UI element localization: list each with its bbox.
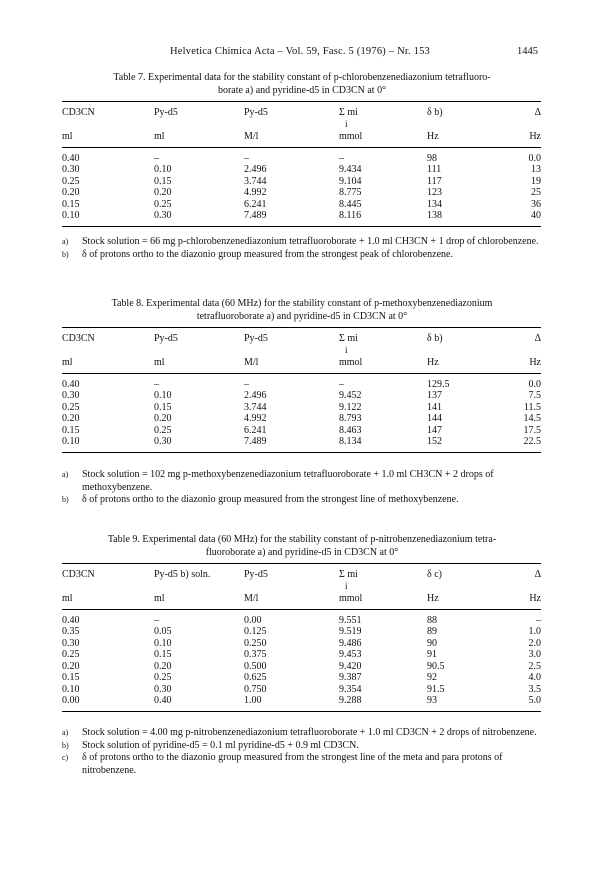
table-7-header-cd3cn: CD3CN xyxy=(62,107,95,118)
table-cell: 7.489 xyxy=(244,436,267,447)
table-9-header-py-soln: Py-d5 b) soln. xyxy=(154,569,211,580)
footnote-text: Stock solution = 66 mg p-chlorobenzenediazonium tetrafluoroborate + 1.0 ml CH3CN + 1 drop of chlorobenzene. xyxy=(82,236,539,247)
table-9-header-py-conc: Py-d5 xyxy=(244,569,268,580)
table-cell: 91.5 xyxy=(427,683,445,695)
table-9-footnotes xyxy=(62,727,541,777)
table-cell: 137 xyxy=(427,390,442,401)
table-cell: 9.387 xyxy=(339,672,362,683)
footnote-mark: b) xyxy=(62,495,69,504)
table-cell: 8.463 xyxy=(339,424,362,436)
table-cell: 14.5 xyxy=(523,413,541,424)
table-9-caption-line2: fluoroborate a) and pyridine-d5 in CD3CN at 0° xyxy=(205,547,399,558)
table-row xyxy=(62,425,541,437)
table-cell: 17.5 xyxy=(523,424,541,436)
table-7-header-shift: Δ xyxy=(534,107,541,118)
table-8-caption-line2: tetrafluoroborate a) and pyridine-d5 in CD3CN at 0° xyxy=(196,311,408,322)
table-cell: – xyxy=(244,152,249,164)
table-cell: 8.445 xyxy=(339,198,362,210)
table-cell: 9.453 xyxy=(339,649,362,660)
table-9-caption-line1: Table 9. Experimental data (60 MHz) for the stability constant of p-nitrobenzenediazonium tetra- xyxy=(107,534,497,545)
table-9-header-delta: δ c) xyxy=(427,569,442,580)
table-8-header-py-conc: Py-d5 xyxy=(244,333,268,344)
table-8 xyxy=(62,327,541,453)
table-cell: 4.0 xyxy=(528,672,541,683)
table-cell: 0.20 xyxy=(62,413,80,424)
table-cell: 8.134 xyxy=(339,436,362,447)
table-cell: 3.744 xyxy=(244,175,267,187)
table-cell: 9.551 xyxy=(339,614,362,626)
table-row xyxy=(62,147,541,164)
table-cell: 9.486 xyxy=(339,637,362,649)
table-8-header-py-ml: Py-d5 xyxy=(154,333,178,344)
table-cell: – xyxy=(339,152,344,164)
table-cell: 0.25 xyxy=(62,649,80,660)
table-9-header-shift: Δ xyxy=(534,569,541,580)
table-7-header-py-conc: Py-d5 xyxy=(244,107,268,118)
table-cell: 9.122 xyxy=(339,401,362,413)
table-cell: 0.20 xyxy=(154,413,172,424)
table-cell: 1.00 xyxy=(244,695,262,706)
footnote xyxy=(62,752,541,777)
table-cell: 9.519 xyxy=(339,626,362,637)
table-cell: 89 xyxy=(427,626,437,637)
table-cell: 4.992 xyxy=(244,413,267,424)
table-9-caption xyxy=(62,533,542,559)
table-cell: 0.10 xyxy=(62,210,80,221)
table-cell: 98 xyxy=(427,152,437,164)
table-cell: 0.40 xyxy=(62,378,80,390)
table-row xyxy=(62,649,541,661)
table-7-unit: mmol xyxy=(339,131,363,142)
footnote xyxy=(62,469,541,494)
table-cell: 90 xyxy=(427,637,437,649)
table-cell: 0.20 xyxy=(154,660,172,672)
table-row xyxy=(62,210,541,226)
table-row xyxy=(62,626,541,638)
table-cell: 134 xyxy=(427,198,442,210)
table-cell: 0.30 xyxy=(154,683,172,695)
table-cell: 0.40 xyxy=(154,695,172,706)
footnote-mark: a) xyxy=(62,728,69,737)
table-cell: 0.15 xyxy=(154,649,172,660)
table-cell: 8.116 xyxy=(339,210,362,221)
table-9-header-cd3cn: CD3CN xyxy=(62,569,95,580)
table-cell: 9.288 xyxy=(339,695,362,706)
table-8-unit: M/l xyxy=(244,357,259,368)
table-7-unit: M/l xyxy=(244,131,259,142)
table-cell: 0.125 xyxy=(244,626,267,637)
table-row xyxy=(62,695,541,711)
table-cell: 88 xyxy=(427,614,437,626)
table-8-header-delta: δ b) xyxy=(427,333,443,344)
table-9-unit: Hz xyxy=(427,593,439,604)
table-cell: 141 xyxy=(427,401,442,413)
journal-title: Helvetica Chimica Acta – Vol. 59, Fasc. 5 (1976) – Nr. 153 xyxy=(170,46,430,57)
table-cell: 0.30 xyxy=(62,637,80,649)
table-8-unit: Hz xyxy=(427,357,439,368)
table-8-header-sum-index: i xyxy=(345,344,348,355)
table-cell: 4.992 xyxy=(244,187,267,198)
table-cell: 0.25 xyxy=(62,175,80,187)
table-row xyxy=(62,638,541,650)
table-cell: 22.5 xyxy=(523,436,541,447)
table-row xyxy=(62,164,541,176)
table-9 xyxy=(62,563,541,712)
table-7 xyxy=(62,101,541,227)
table-cell: 0.375 xyxy=(244,649,267,660)
footnote-mark: a) xyxy=(62,470,69,479)
table-cell: 0.0 xyxy=(528,378,541,390)
table-7-footnotes xyxy=(62,236,541,261)
table-cell: 0.30 xyxy=(62,164,80,175)
table-cell: 3.744 xyxy=(244,401,267,413)
table-7-unit: ml xyxy=(62,131,73,142)
table-cell: 129.5 xyxy=(427,378,450,390)
table-8-header-shift: Δ xyxy=(534,333,541,344)
table-cell: 93 xyxy=(427,695,437,706)
table-cell: 7.489 xyxy=(244,210,267,221)
table-cell: 8.793 xyxy=(339,413,362,424)
table-cell: 0.10 xyxy=(154,637,172,649)
table-8-unit: ml xyxy=(154,357,165,368)
table-cell: 0.30 xyxy=(62,390,80,401)
table-cell: 152 xyxy=(427,436,442,447)
footnote-mark: a) xyxy=(62,237,69,246)
table-8-caption xyxy=(62,297,542,323)
table-cell: 2.0 xyxy=(528,637,541,649)
table-cell: 9.452 xyxy=(339,390,362,401)
table-cell: 0.10 xyxy=(62,436,80,447)
table-cell: 7.5 xyxy=(528,390,541,401)
footnote xyxy=(62,727,541,740)
table-cell: 25 xyxy=(531,187,541,198)
table-row xyxy=(62,199,541,211)
table-cell: 0.40 xyxy=(62,614,80,626)
table-cell: 19 xyxy=(531,175,541,187)
table-cell: – xyxy=(154,152,159,164)
table-8-caption-line1: Table 8. Experimental data (60 MHz) for the stability constant of p-methoxybenzenediazonium xyxy=(111,298,493,309)
footnote-mark: b) xyxy=(62,249,69,259)
table-cell: 0.250 xyxy=(244,637,267,649)
table-9-unit: ml xyxy=(154,593,165,604)
table-cell: – xyxy=(154,378,159,390)
footnote-text: Stock solution = 102 mg p-methoxybenzenediazonium tetrafluoroborate + 1.0 ml CH3CN + 2 drops of methoxybenzene. xyxy=(82,469,494,493)
table-cell: 1.0 xyxy=(528,626,541,637)
table-cell: 13 xyxy=(531,164,541,175)
table-cell: 3.0 xyxy=(528,649,541,660)
table-row xyxy=(62,402,541,414)
table-8-footnotes xyxy=(62,469,541,507)
table-cell: 0.25 xyxy=(154,424,172,436)
table-cell: 2.496 xyxy=(244,164,267,175)
table-cell: 138 xyxy=(427,210,442,221)
table-7-caption xyxy=(62,71,542,97)
table-cell: 40 xyxy=(531,210,541,221)
table-8-header-sum: Σ mi xyxy=(339,333,358,344)
table-cell: 0.35 xyxy=(62,626,80,637)
table-cell: 9.420 xyxy=(339,660,362,672)
table-cell: 0.20 xyxy=(62,660,80,672)
footnote xyxy=(62,740,541,753)
table-cell: 90.5 xyxy=(427,660,445,672)
table-7-unit: Hz xyxy=(427,131,439,142)
table-row xyxy=(62,373,541,390)
table-cell: 6.241 xyxy=(244,424,267,436)
table-7-unit: Hz xyxy=(529,131,541,142)
footnote-mark: c) xyxy=(62,753,69,762)
table-cell: 0.10 xyxy=(154,164,172,175)
table-cell: 0.625 xyxy=(244,672,267,683)
table-cell: 111 xyxy=(427,164,442,175)
footnote-text: δ of protons ortho to the diazonio group measured from the strongest line of the meta and para protons of nitrobenzene. xyxy=(82,752,503,776)
table-row xyxy=(62,413,541,425)
table-7-header-sum-index: i xyxy=(345,118,348,129)
table-cell: 8.775 xyxy=(339,187,362,198)
table-cell: 3.5 xyxy=(528,683,541,695)
table-cell: 0.750 xyxy=(244,683,267,695)
table-cell: 9.104 xyxy=(339,175,362,187)
table-7-header-delta: δ b) xyxy=(427,107,443,118)
table-9-header-sum: Σ mi xyxy=(339,569,358,580)
table-7-header-py-ml: Py-d5 xyxy=(154,107,178,118)
table-8-unit: ml xyxy=(62,357,73,368)
table-cell: 147 xyxy=(427,424,442,436)
table-cell: 92 xyxy=(427,672,437,683)
table-8-unit: Hz xyxy=(529,357,541,368)
table-cell: 36 xyxy=(531,198,541,210)
table-cell: 117 xyxy=(427,175,442,187)
table-cell: 0.25 xyxy=(154,672,172,683)
footnote xyxy=(62,494,541,507)
footnote-text: Stock solution of pyridine-d5 = 0.1 ml pyridine-d5 + 0.9 ml CD3CN. xyxy=(82,739,359,751)
table-9-unit: ml xyxy=(62,593,73,604)
table-9-unit: M/l xyxy=(244,593,259,604)
table-cell: 0.00 xyxy=(244,614,262,626)
table-8-unit: mmol xyxy=(339,357,363,368)
table-cell: 0.30 xyxy=(154,436,172,447)
table-cell: 0.20 xyxy=(62,187,80,198)
table-row xyxy=(62,390,541,402)
table-cell: 0.40 xyxy=(62,152,80,164)
page-number: 1445 xyxy=(517,46,538,57)
table-cell: 11.5 xyxy=(523,401,541,413)
table-cell: 0.0 xyxy=(528,152,541,164)
table-row xyxy=(62,661,541,673)
table-cell: 0.10 xyxy=(62,683,80,695)
table-8-header-cd3cn: CD3CN xyxy=(62,333,95,344)
table-9-unit: mmol xyxy=(339,593,363,604)
table-row xyxy=(62,684,541,696)
table-7-caption-line2: borate a) and pyridine-d5 in CD3CN at 0° xyxy=(217,85,387,96)
table-cell: 0.15 xyxy=(154,175,172,187)
table-cell: 0.15 xyxy=(62,424,80,436)
table-row xyxy=(62,176,541,188)
table-cell: 9.434 xyxy=(339,164,362,175)
table-cell: – xyxy=(154,614,159,626)
table-cell: 0.15 xyxy=(62,672,80,683)
table-cell: 0.25 xyxy=(154,198,172,210)
table-cell: 0.20 xyxy=(154,187,172,198)
table-cell: 91 xyxy=(427,649,437,660)
table-7-header-sum: Σ mi xyxy=(339,107,358,118)
table-7-caption-line1: Table 7. Experimental data for the stability constant of p-chlorobenzenediazonium tetrafluoro- xyxy=(113,72,491,83)
table-row xyxy=(62,609,541,626)
table-9-unit: Hz xyxy=(529,593,541,604)
table-cell: – xyxy=(244,378,249,390)
table-row xyxy=(62,187,541,199)
table-9-header-sum-index: i xyxy=(345,580,348,591)
table-cell: 0.10 xyxy=(154,390,172,401)
running-header xyxy=(0,46,600,60)
table-cell: 0.500 xyxy=(244,660,267,672)
table-cell: 9.354 xyxy=(339,683,362,695)
table-cell: 0.05 xyxy=(154,626,172,637)
footnote-mark: b) xyxy=(62,740,69,750)
table-cell: 0.25 xyxy=(62,401,80,413)
footnote-text: δ of protons ortho to the diazonio group measured from the strongest line of methoxybenzene. xyxy=(82,494,459,505)
table-cell: 0.15 xyxy=(62,198,80,210)
table-cell: 2.5 xyxy=(528,660,541,672)
footnote xyxy=(62,249,541,262)
table-cell: 0.00 xyxy=(62,695,80,706)
table-cell: 0.15 xyxy=(154,401,172,413)
table-cell: 2.496 xyxy=(244,390,267,401)
table-row xyxy=(62,672,541,684)
table-cell: – xyxy=(339,378,344,390)
table-cell: 5.0 xyxy=(528,695,541,706)
table-cell: 144 xyxy=(427,413,442,424)
table-7-unit: ml xyxy=(154,131,165,142)
table-cell: 123 xyxy=(427,187,442,198)
footnote-text: Stock solution = 4.00 mg p-nitrobenzenediazonium tetrafluoroborate + 1.0 ml CD3CN + 2 drops of nitrobenzene. xyxy=(82,727,537,738)
table-cell: 0.30 xyxy=(154,210,172,221)
footnote xyxy=(62,236,541,249)
footnote-text: δ of protons ortho to the diazonio group measured from the strongest peak of chlorobenzene. xyxy=(82,248,453,260)
table-cell: – xyxy=(536,614,541,626)
table-row xyxy=(62,436,541,452)
table-cell: 6.241 xyxy=(244,198,267,210)
